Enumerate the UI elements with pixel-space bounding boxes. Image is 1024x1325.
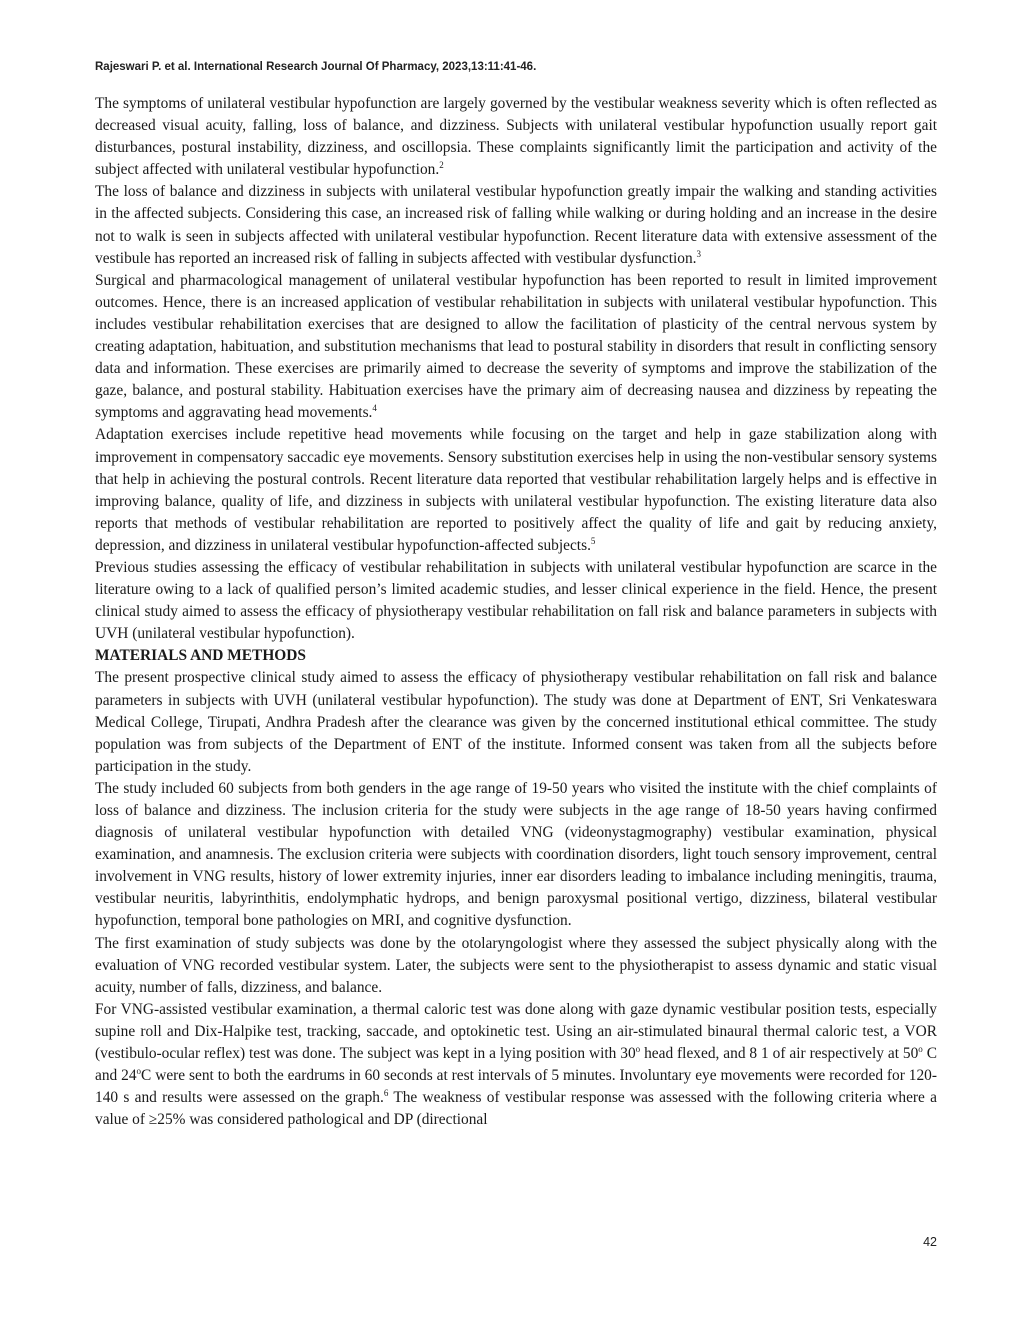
reference-marker: 5 (590, 535, 596, 546)
paragraph-1 (95, 93, 937, 181)
paragraph-2 (95, 181, 937, 269)
article-body (95, 93, 937, 1131)
degree-marker: o (136, 1066, 142, 1076)
paragraph-text: Adaptation exercises include repetitive head movements while focusing on the target and help in gaze stabilization along with improvement in compensatory saccadic eye movements. Sensory substitution exercises help in using the non-vestibular sensory systems that help in achieving the postural controls. Recent literature data reported that vestibular rehabilitation largely helps and is effective in improving balance, quality of life, and dizziness in subjects with unilateral vestibular hypofunction. The existing literature data also reports that methods of vestibular rehabilitation are reported to positively affect the quality of life and gait by reducing anxiety, depression, and dizziness in unilateral vestibular hypofunction-affected subjects. (95, 426, 937, 554)
paragraph-5: Previous studies assessing the efficacy of vestibular rehabilitation in subjects with unilateral vestibular hypofunction are scarce in the literature owing to a lack of qualified person’s limited academic studies, and lesser clinical experience in the field. Hence, the present clinical study aimed to assess the efficacy of physiotherapy vestibular rehabilitation on fall risk and balance parameters in subjects with UVH (unilateral vestibular hypofunction). (95, 558, 937, 643)
paragraph-text: C were sent to both the eardrums in 60 seconds at rest intervals of 5 minutes. Involuntary eye movements were recorded for 120-140 s and results were assessed on the graph. (95, 1067, 937, 1107)
reference-marker: 6 (383, 1088, 389, 1099)
reference-marker: 3 (696, 248, 701, 259)
paragraph-4 (95, 424, 937, 557)
section-heading-methods: MATERIALS AND METHODS (95, 647, 306, 665)
methods-paragraph-4 (95, 999, 937, 1132)
methods-paragraph-1: The present prospective clinical study aimed to assess the efficacy of physiotherapy vestibular rehabilitation on fall risk and balance parameters in subjects with UVH (unilateral vestibular hypofunction). The study was done at Department of ENT, Sri Venkateswara Medical College, Tirupati, Andhra Pradesh after the clearance was given by the concerned institutional ethical committee. The study population was from subjects of the Department of ENT of the institute. Informed consent was taken from all the subjects before participation in the study. (95, 669, 937, 775)
reference-marker: 2 (439, 160, 444, 171)
paragraph-text: For VNG-assisted vestibular examination, a thermal caloric test was done along with gaze dynamic vestibular position tests, especially supine roll and Dix-Halpike test, tracking, saccade, and optokinetic test. Using an air-stimulated binaural thermal caloric test, a VOR (vestibulo-ocular reflex) test was done. The subject was kept in a lying position with 30 (95, 1000, 937, 1063)
running-header-citation: Rajeswari P. et al. International Research Journal Of Pharmacy, 2023,13:11:41-46. (95, 61, 537, 73)
methods-paragraph-2: The study included 60 subjects from both genders in the age range of 19-50 years who visited the institute with the chief complaints of loss of balance and dizziness. The inclusion criteria for the study were subjects in the age range of 18-50 years having confirmed diagnosis of unilateral vestibular hypofunction with detailed VNG (videonystagmography) vestibular examination, physical examination, and anamnesis. The exclusion criteria were subjects with coordination disorders, light touch sensory improvement, central involvement in VNG results, history of lower extremity injuries, inner ear disorders leading to imbalance including meningitis, trauma, vestibular neuritis, labyrinthitis, endolymphatic hydrops, and benign paroxysmal positional vertigo, dizziness, bilateral vestibular hypofunction, temporal bone pathologies on MRI, and cognitive dysfunction. (95, 779, 937, 930)
paragraph-text: Surgical and pharmacological management of unilateral vestibular hypofunction has been reported to result in limited improvement outcomes. Hence, there is an increased application of vestibular rehabilitation in subjects with unilateral vestibular hypofunction. This includes vestibular rehabilitation exercises that are designed to allow the facilitation of plasticity of the central nervous system by creating adaptation, habituation, and substitution mechanisms that lead to postural stability in disorders that result in conflicting sensory data and information. These exercises are primarily aimed to decrease the severity of symptoms and improve the stabilization of the gaze, balance, and postural stability. Habituation exercises have the primary aim of decreasing nausea and dizziness by repeating the symptoms and aggravating head movements. (95, 271, 937, 422)
methods-paragraph-3: The first examination of study subjects was done by the otolaryngologist where they assessed the subject physically along with the evaluation of VNG recorded vestibular system. Later, the subjects were sent to the physiotherapist to assess dynamic and static visual acuity, number of falls, dizziness, and balance. (95, 934, 937, 996)
paragraph-text: C and 24 (95, 1045, 937, 1085)
paragraph-text: The symptoms of unilateral vestibular hypofunction are largely governed by the vestibular weakness severity which is often reflected as decreased visual acuity, falling, loss of balance, and dizziness. Subjects with unilateral vestibular hypofunction usually report gait disturbances, postural instability, dizziness, and oscillopsia. These complaints significantly limit the participation and activity of the subject affected with unilateral vestibular hypofunction. (95, 95, 937, 179)
paragraph-text: The loss of balance and dizziness in subjects with unilateral vestibular hypofunction greatly impair the walking and standing activities in the affected subjects. Considering this case, an increased risk of falling while walking or during holding and an increase in the desire not to walk is seen in subjects affected with unilateral vestibular hypofunction. Recent literature data with extensive assessment of the vestibule has reported an increased risk of falling in subjects affected with vestibular dysfunction. (95, 183, 937, 267)
page-number: 42 (923, 1235, 937, 1249)
paragraph-text: head flexed, and 8 1 of air respectively at 50 (640, 1045, 919, 1063)
degree-marker: o (918, 1043, 923, 1054)
paragraph-3 (95, 270, 937, 425)
degree-marker: o (635, 1043, 641, 1054)
reference-marker: 4 (372, 403, 377, 414)
paragraph-text: The weakness of vestibular response was assessed with the following criteria where a value of ≥25% was considered pathological and DP (directional (95, 1089, 937, 1129)
